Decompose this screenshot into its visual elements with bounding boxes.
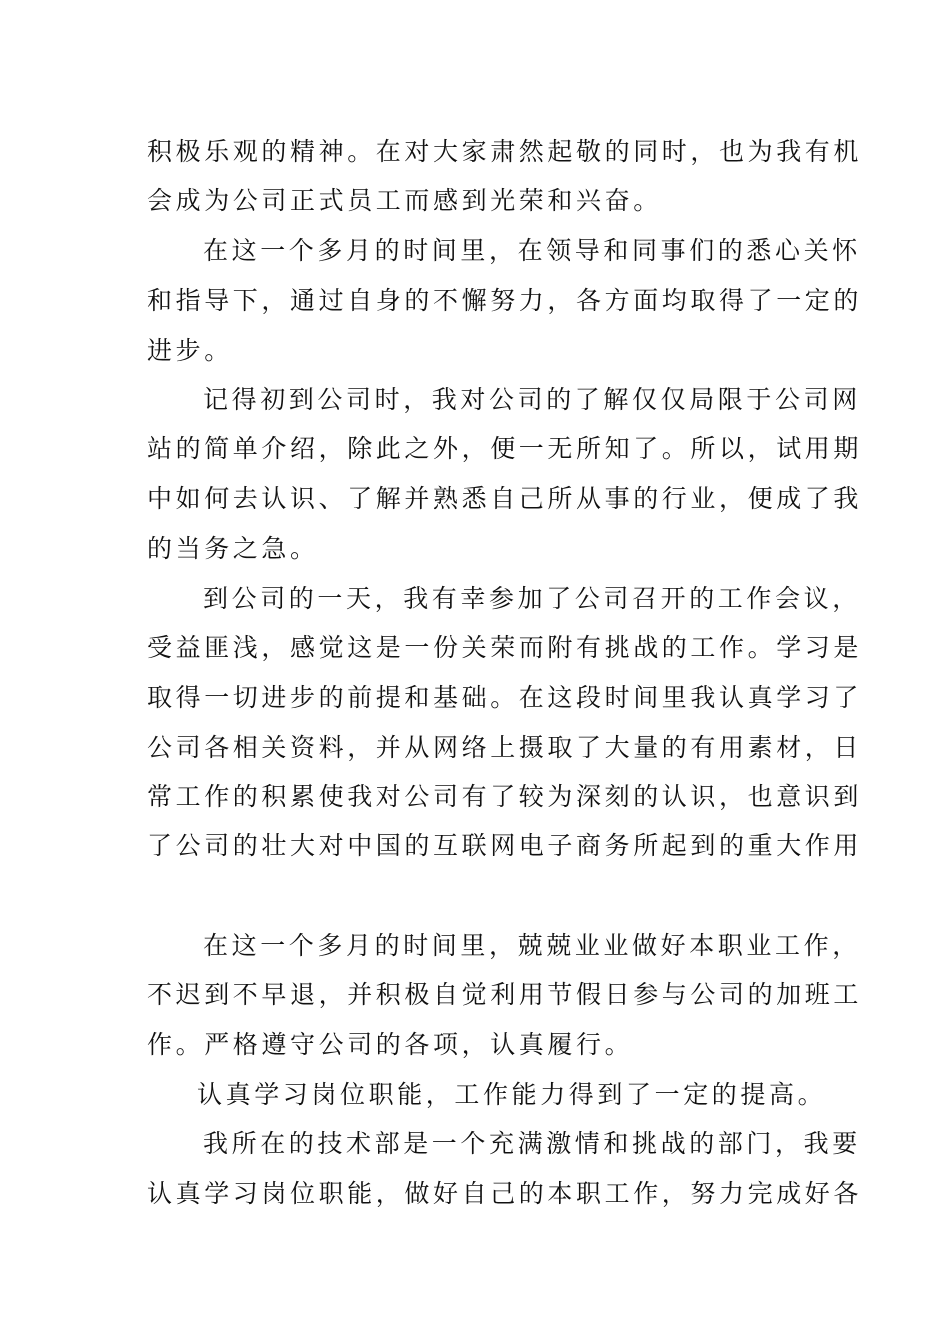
text-line: 和指导下，通过自身的不懈努力，各方面均取得了一定的 bbox=[147, 286, 863, 315]
text-line: 我所在的技术部是一个充满激情和挑战的部门，我要 bbox=[203, 1129, 861, 1158]
text-line: 常工作的积累使我对公司有了较为深刻的认识，也意识到 bbox=[147, 782, 863, 811]
text-line: 中如何去认识、了解并熟悉自己所从事的行业，便成了我 bbox=[147, 484, 863, 513]
text-line: 记得初到公司时，我对公司的了解仅仅局限于公司网 bbox=[203, 385, 861, 414]
text-line: 在这一个多月的时间里，兢兢业业做好本职业工作， bbox=[203, 931, 861, 960]
text-line: 取得一切进步的前提和基础。在这段时间里我认真学习了 bbox=[147, 683, 863, 712]
text-line: 会成为公司正式员工而感到光荣和兴奋。 bbox=[147, 186, 662, 215]
text-line: 站的简单介绍，除此之外，便一无所知了。所以，试用期 bbox=[147, 434, 863, 463]
text-line: 积极乐观的精神。在对大家肃然起敬的同时，也为我有机 bbox=[147, 137, 863, 166]
text-line: 受益匪浅，感觉这是一份关荣而附有挑战的工作。学习是 bbox=[147, 633, 863, 662]
text-line: 进步。 bbox=[147, 336, 233, 365]
text-line: 到公司的一天，我有幸参加了公司召开的工作会议， bbox=[203, 584, 861, 613]
text-line: 认真学习岗位职能，做好自己的本职工作，努力完成好各 bbox=[147, 1179, 863, 1208]
text-line: 在这一个多月的时间里，在领导和同事们的悉心关怀 bbox=[203, 236, 861, 265]
text-line: 作。严格遵守公司的各项，认真履行。 bbox=[147, 1030, 634, 1059]
text-line: 公司各相关资料，并从网络上摄取了大量的有用素材，日 bbox=[147, 733, 863, 762]
text-line: 了公司的壮大对中国的互联网电子商务所起到的重大作用 bbox=[147, 831, 863, 860]
text-line: 认真学习岗位职能，工作能力得到了一定的提高。 bbox=[197, 1080, 827, 1109]
text-line: 不迟到不早退，并积极自觉利用节假日参与公司的加班工 bbox=[147, 980, 863, 1009]
text-line: 的当务之急。 bbox=[147, 534, 319, 563]
